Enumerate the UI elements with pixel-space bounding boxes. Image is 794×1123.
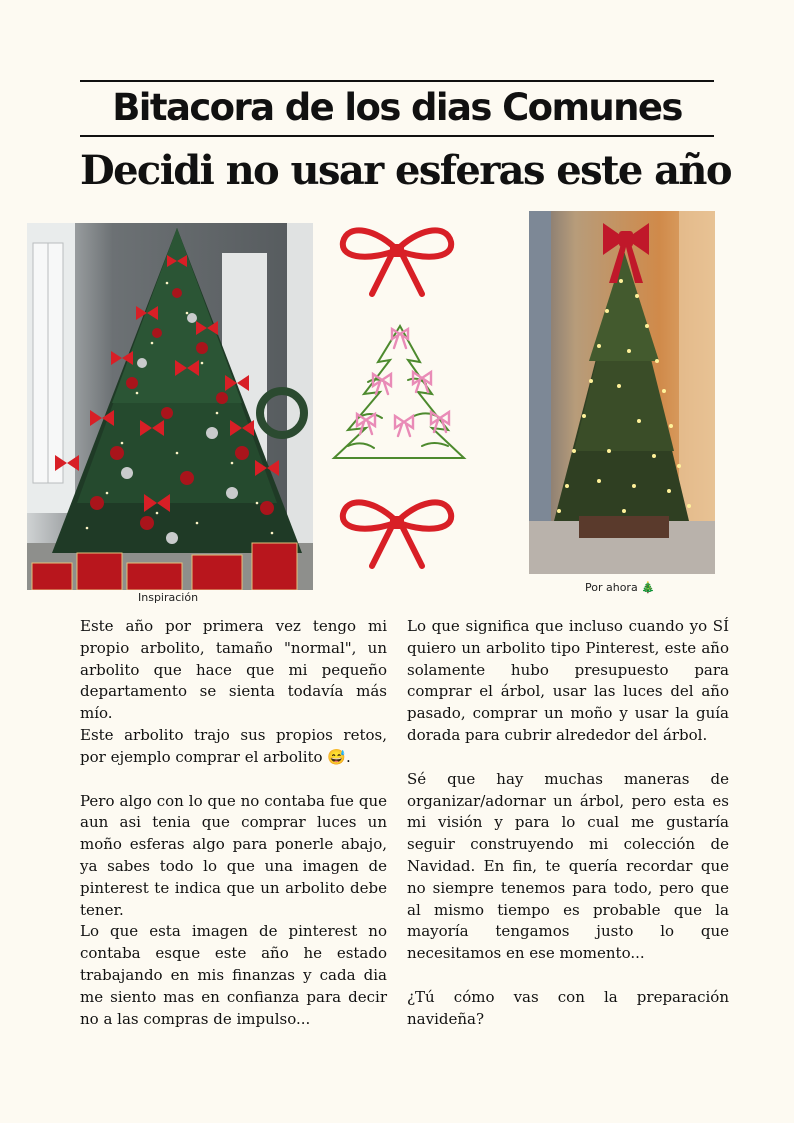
paragraph-spacer xyxy=(80,769,387,791)
inspiration-caption: Inspiración xyxy=(138,591,199,604)
paragraph: Lo que esta imagen de pinterest no contaba esque este año he estado trabajando en mis finanzas y cada dia me siento mas en confianza para decir no a las compras de impulso... xyxy=(80,922,387,1028)
paragraph: Este arbolito trajo sus propios retos, por ejemplo comprar el arbolito 😅. xyxy=(80,725,387,766)
personal-tree-caption: Por ahora 🎄 xyxy=(585,581,655,594)
red-bow-icon xyxy=(338,220,456,300)
paragraph: Este año por primera vez tengo mi propio arbolito, tamaño "normal", un arbolito que hace que mi pequeño departamento se sienta todavía más mío. xyxy=(80,617,387,723)
red-bow-icon xyxy=(338,492,456,572)
inspiration-photo xyxy=(27,223,313,590)
paragraph-spacer xyxy=(407,747,729,769)
paragraph: ¿Tú cómo vas con la preparación navideña? xyxy=(407,987,729,1028)
masthead: Bitacora de los dias Comunes xyxy=(112,86,682,129)
headline: Decidi no usar esferas este año xyxy=(80,147,731,194)
paragraph-spacer xyxy=(407,965,729,987)
doodle-tree-icon xyxy=(328,322,468,462)
paragraph: Pero algo con lo que no contaba fue que aun asi tenia que comprar luces un moño esferas algo para ponerle abajo, ya sabes todo lo que una imagen de pinterest te indica que un arbolito debe tener. xyxy=(80,791,387,919)
personal-tree-photo xyxy=(529,211,715,574)
bottom-rule xyxy=(80,135,714,137)
column-left xyxy=(80,616,387,1030)
column-right xyxy=(407,616,729,1031)
paragraph: Sé que hay muchas maneras de organizar/adornar un árbol, pero esta es mi visión y para lo cual me gustaría seguir construyendo mi colección de Navidad. En fin, te quería recordar que no siempre tenemos para todo, pero que al mismo tiempo es probable que la mayoría tengamos justo lo que necesitamos en ese momento... xyxy=(407,769,729,963)
paragraph: Lo que significa que incluso cuando yo SÍ quiero un arbolito tipo Pinterest, este año solamente hubo presupuesto para comprar el árbol, usar las luces del año pasado, comprar un moño y usar la guía dorada para cubrir alrededor del árbol. xyxy=(407,617,729,744)
